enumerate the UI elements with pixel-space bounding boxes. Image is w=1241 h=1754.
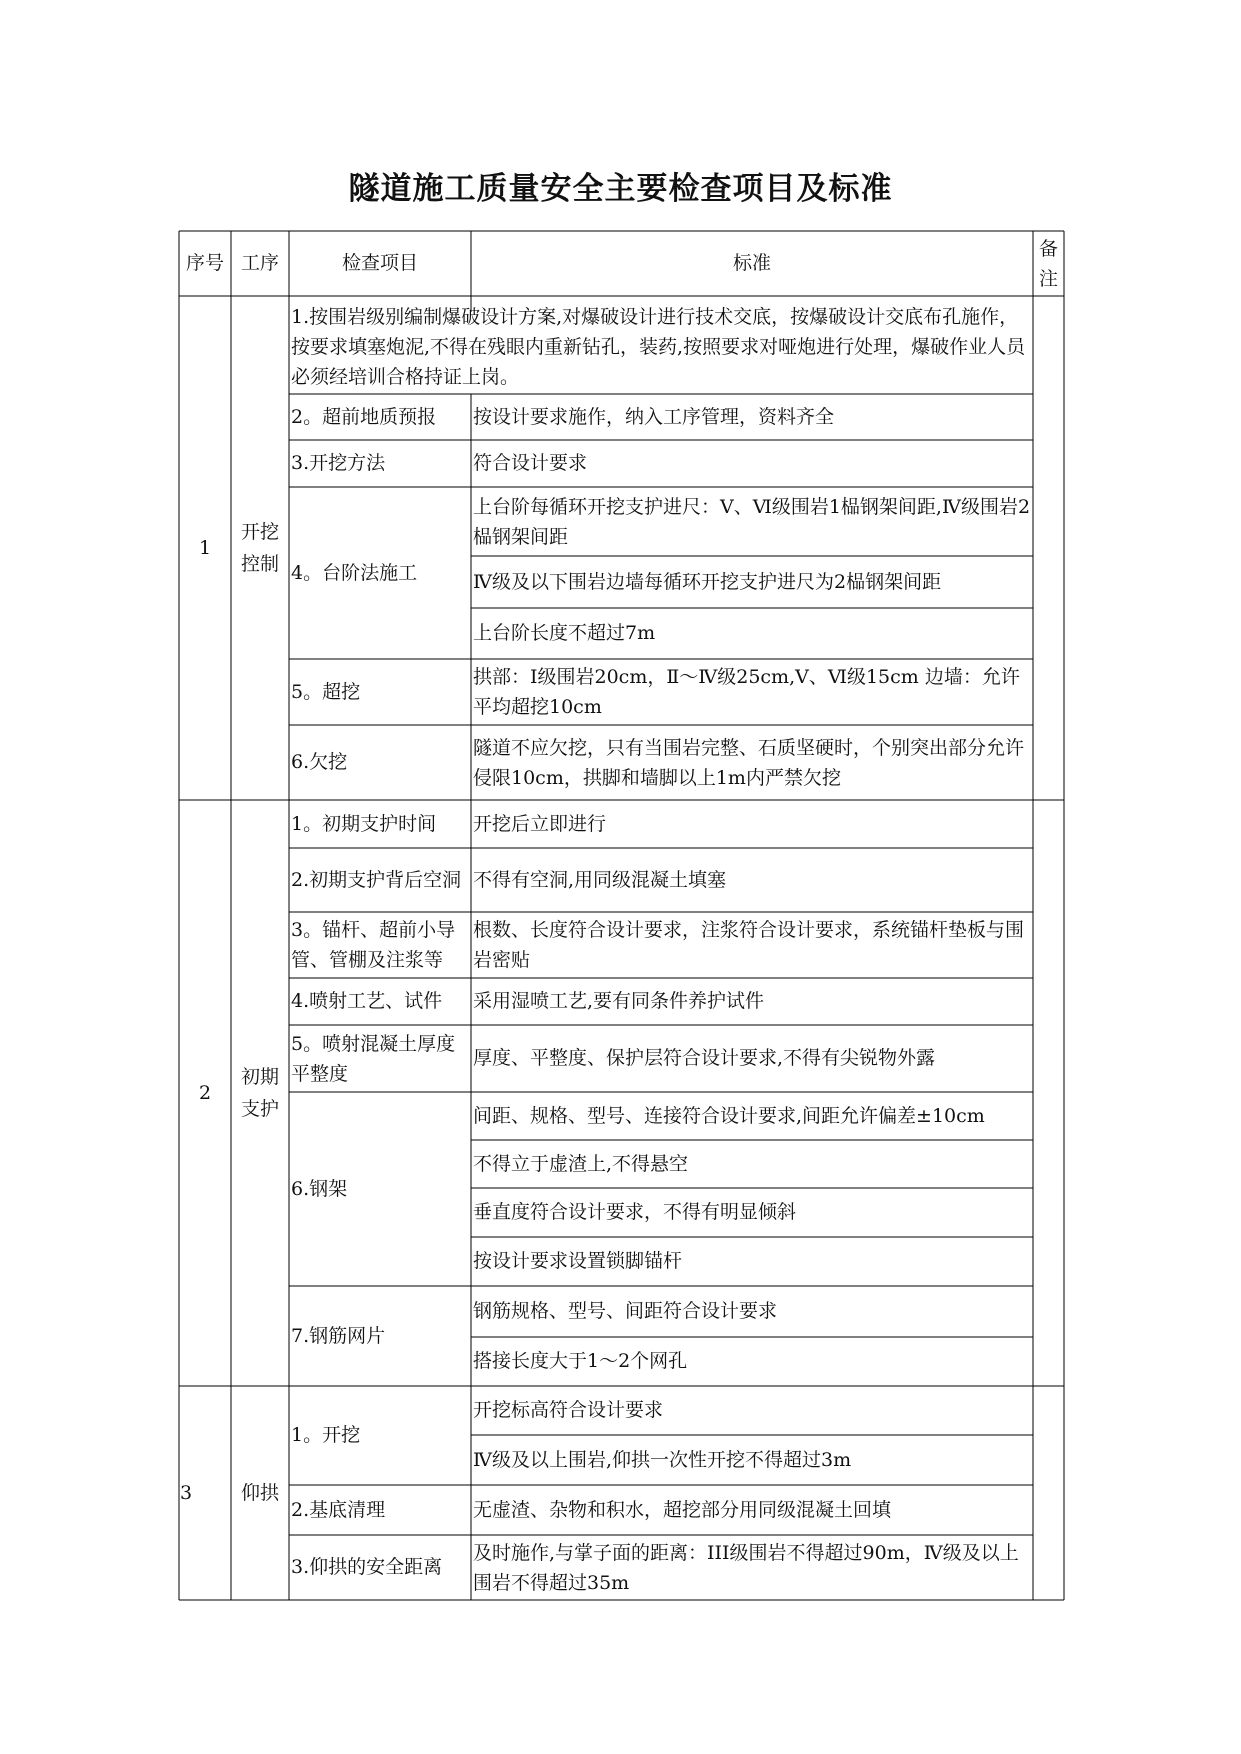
standard-text: 搭接长度大于1～2个网孔	[473, 1350, 688, 1372]
check-item: 4.喷射工艺、试件	[291, 990, 443, 1012]
standard-text: 隧道不应欠挖，只有当围岩完整、石质坚硬时，个别突出部分允许侵限10cm，拱脚和墙脚以上1m内严禁欠挖	[473, 736, 1025, 789]
check-item: 1。初期支护时间	[291, 812, 437, 835]
standard-text: 及时施作,与掌子面的距离：III级围岩不得超过90m，Ⅳ级及以上围岩不得超过35m	[473, 1541, 1019, 1594]
group-no: 2	[198, 1081, 212, 1104]
check-item: 6.欠挖	[291, 751, 348, 773]
header-no: 序号	[185, 252, 224, 274]
standard-text: 按设计要求设置锁脚锚杆	[473, 1250, 683, 1272]
group-process: 开挖控制	[241, 521, 280, 575]
standard-text: 采用湿喷工艺,要有同条件养护试件	[473, 990, 765, 1012]
standard-text: 不得有空洞,用同级混凝土填塞	[473, 868, 727, 891]
check-item: 7.钢筋网片	[291, 1324, 386, 1347]
standard-text: 拱部：Ⅰ级围岩20cm，Ⅱ～Ⅳ级25cm,Ⅴ、Ⅵ级15cm 边墙：允许平均超挖10cm	[473, 666, 1020, 718]
check-item: 6.钢架	[291, 1177, 348, 1200]
check-item: 2.基底清理	[291, 1498, 386, 1521]
standard-text: Ⅳ级及以下围岩边墙每循环开挖支护进尺为2榀钢架间距	[473, 570, 942, 593]
standard-text: 上台阶长度不超过7m	[473, 622, 656, 644]
check-item: 4。台阶法施工	[291, 561, 418, 584]
check-item: 5。喷射混凝土厚度平整度	[291, 1032, 456, 1085]
group-process: 初期支护	[241, 1066, 280, 1120]
page-title: 隧道施工质量安全主要检查项目及标准	[348, 171, 893, 207]
header-standard: 标准	[732, 252, 771, 274]
group-process: 仰拱	[240, 1481, 279, 1504]
standard-text: 开挖后立即进行	[473, 812, 607, 835]
header-item: 检查项目	[341, 252, 418, 274]
check-item: 3.开挖方法	[291, 452, 386, 474]
group-no: 3	[180, 1481, 193, 1504]
check-item: 3。锚杆、超前小导管、管棚及注浆等	[291, 919, 456, 971]
standard-text: 根数、长度符合设计要求，注浆符合设计要求，系统锚杆垫板与围岩密贴	[473, 919, 1025, 971]
standard-text: 无虚渣、杂物和积水，超挖部分用同级混凝土回填	[473, 1498, 892, 1521]
check-item: 2。超前地质预报	[291, 405, 437, 428]
standard-text: 开挖标高符合设计要求	[473, 1399, 664, 1421]
standard-text: 间距、规格、型号、连接符合设计要求,间距允许偏差±10cm	[473, 1104, 985, 1127]
header-process: 工序	[240, 252, 279, 274]
standard-text: Ⅳ级及以上围岩,仰拱一次性开挖不得超过3m	[473, 1448, 852, 1471]
check-item: 5。超挖	[291, 680, 361, 703]
standard-text: 符合设计要求	[473, 452, 588, 474]
standard-text: 上台阶每循环开挖支护进尺：Ⅴ、Ⅵ级围岩1榀钢架间距,Ⅳ级围岩2榀钢架间距	[473, 495, 1031, 548]
standard-text: 不得立于虚渣上,不得悬空	[473, 1152, 689, 1175]
standard-text: 厚度、平整度、保护层符合设计要求,不得有尖锐物外露	[473, 1047, 936, 1069]
check-item: 2.初期支护背后空洞	[291, 869, 462, 891]
standard-text: 钢筋规格、型号、间距符合设计要求	[473, 1300, 778, 1322]
standard-text: 垂直度符合设计要求，不得有明显倾斜	[473, 1201, 797, 1223]
group-no: 1	[198, 536, 212, 559]
standard-text: 按设计要求施作，纳入工序管理，资料齐全	[473, 405, 835, 428]
check-item: 3.仰拱的安全距离	[291, 1556, 443, 1578]
merged-item-text: 1.按围岩级别编制爆破设计方案,对爆破设计进行技术交底，按爆破设计交底布孔施作，按要求填塞炮泥,不得在残眼内重新钻孔，装药,按照要求对哑炮进行处理，爆破作业人员必须经培训合格持证上岗。	[291, 306, 1026, 388]
header-remark: 备注	[1039, 237, 1059, 290]
check-item: 1。开挖	[291, 1424, 361, 1446]
